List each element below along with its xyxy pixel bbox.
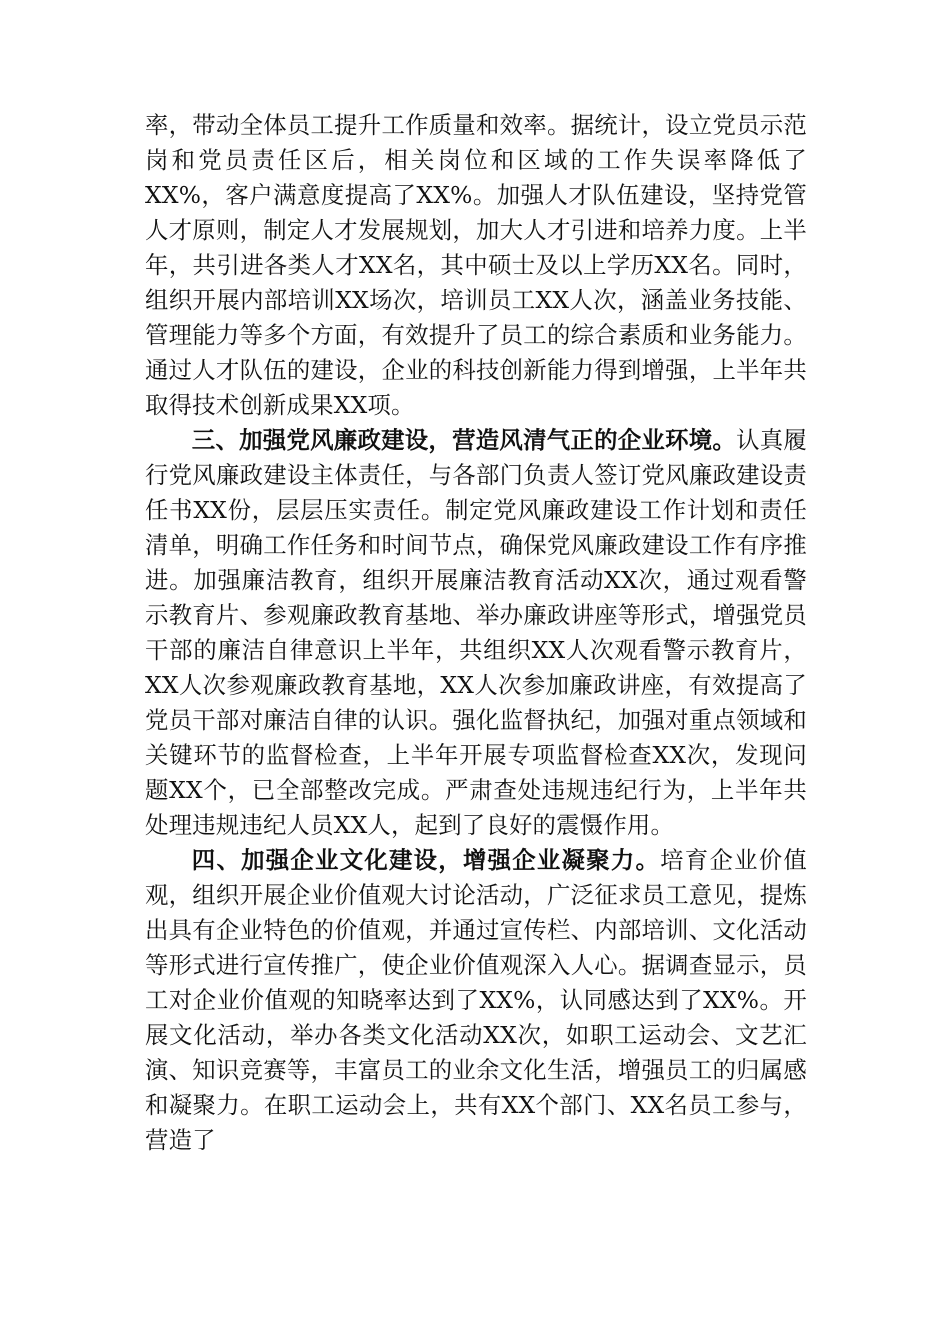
paragraph-text: 培育企业价值观，组织开展企业价值观大讨论活动，广泛征求员工意见，提炼出具有企业特色的价值观，并通过宣传栏、内部培训、文化活动等形式进行宣传推广，使企业价值观深入人心。据调查显示，员工对企业价值观的知晓率达到了XX%，认同感达到了XX%。开展文化活动，举办各类文化活动XX次，如职工运动会、文艺汇演、知识竞赛等，丰富员工的业余文化生活，增强员工的归属感和凝聚力。在职工运动会上，共有XX个部门、XX名员工参与，营造了: [145, 846, 807, 1154]
section-heading-4: 四、加强企业文化建设，增强企业凝聚力。: [191, 846, 661, 874]
paragraph-text: 率，带动全体员工提升工作质量和效率。据统计，设立党员示范岗和党员责任区后，相关岗位和区域的工作失误率降低了XX%，客户满意度提高了XX%。加强人才队伍建设，坚持党管人才原则，制定人才发展规划，加大人才引进和培养力度。上半年，共引进各类人才XX名，其中硕士及以上学历XX名。同时，组织开展内部培训XX场次，培训员工XX人次，涵盖业务技能、管理能力等多个方面，有效提升了员工的综合素质和业务能力。通过人才队伍的建设，企业的科技创新能力得到增强，上半年共取得技术创新成果XX项。: [145, 111, 807, 419]
paragraph-culture-building: [145, 843, 807, 1158]
paragraph-integrity-building: [145, 423, 807, 843]
document-page: [145, 108, 807, 1158]
section-heading-3: 三、加强党风廉政建设，营造风清气正的企业环境。: [191, 426, 737, 454]
paragraph-talent-building: [145, 108, 807, 423]
paragraph-text: 认真履行党风廉政建设主体责任，与各部门负责人签订党风廉政建设责任书XX份，层层压实责任。制定党风廉政建设工作计划和责任清单，明确工作任务和时间节点，确保党风廉政建设工作有序推进。加强廉洁教育，组织开展廉洁教育活动XX次，通过观看警示教育片、参观廉政教育基地、举办廉政讲座等形式，增强党员干部的廉洁自律意识上半年，共组织XX人次观看警示教育片，XX人次参观廉政教育基地，XX人次参加廉政讲座，有效提高了党员干部对廉洁自律的认识。强化监督执纪，加强对重点领域和关键环节的监督检查，上半年开展专项监督检查XX次，发现问题XX个，已全部整改完成。严肃查处违规违纪行为，上半年共处理违规违纪人员XX人，起到了良好的震慑作用。: [145, 426, 807, 839]
